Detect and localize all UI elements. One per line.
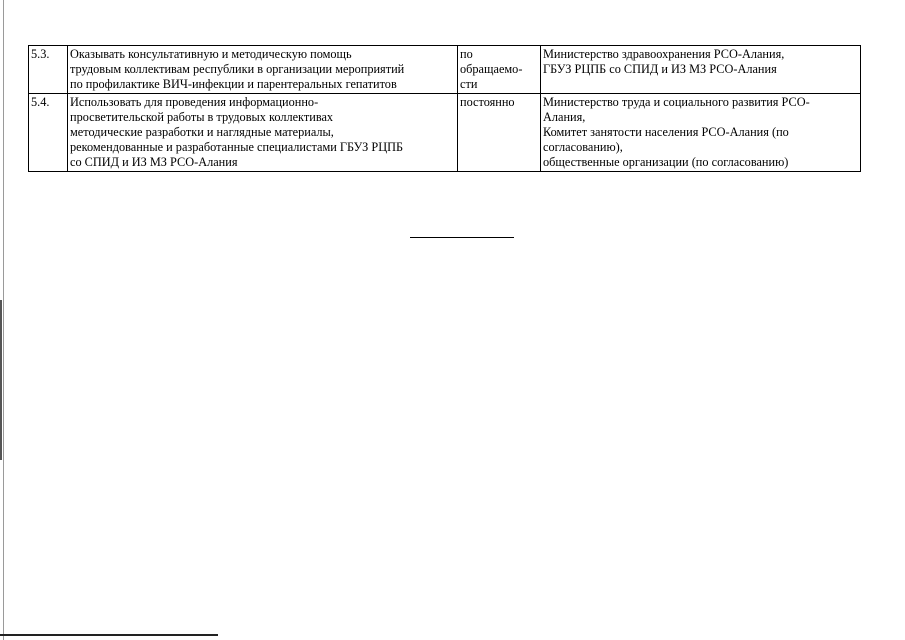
measure-executors: Министерство труда и социального развития РСО- Алания, Комитет занятости населения РСО-Алания (по согласованию), общественные организации (по согласованию) (541, 94, 861, 172)
measure-executors: Министерство здравоохранения РСО-Алания, ГБУЗ РЦПБ со СПИД и ИЗ МЗ РСО-Алания (541, 46, 861, 94)
footer-rule (0, 634, 218, 636)
table-row (29, 46, 861, 94)
measure-text: Использовать для проведения информационно- просветительской работы в трудовых коллективах методические разработки и наглядные материалы, рекомендованные и разработанные специалистами ГБУЗ РЦПБ со СПИД и ИЗ МЗ РСО-Алания (68, 94, 458, 172)
measures-table (28, 45, 861, 172)
measure-term: постоянно (458, 94, 541, 172)
item-number: 5.3. (29, 46, 68, 94)
measure-term: по обращаемо- сти (458, 46, 541, 94)
table-row (29, 94, 861, 172)
page-edge-line (3, 0, 4, 640)
page-edge-shadow (0, 300, 2, 460)
measure-text: Оказывать консультативную и методическую помощь трудовым коллективам республики в организации мероприятий по профилактике ВИЧ-инфекции и парентеральных гепатитов (68, 46, 458, 94)
document-end-rule (410, 237, 514, 238)
item-number: 5.4. (29, 94, 68, 172)
